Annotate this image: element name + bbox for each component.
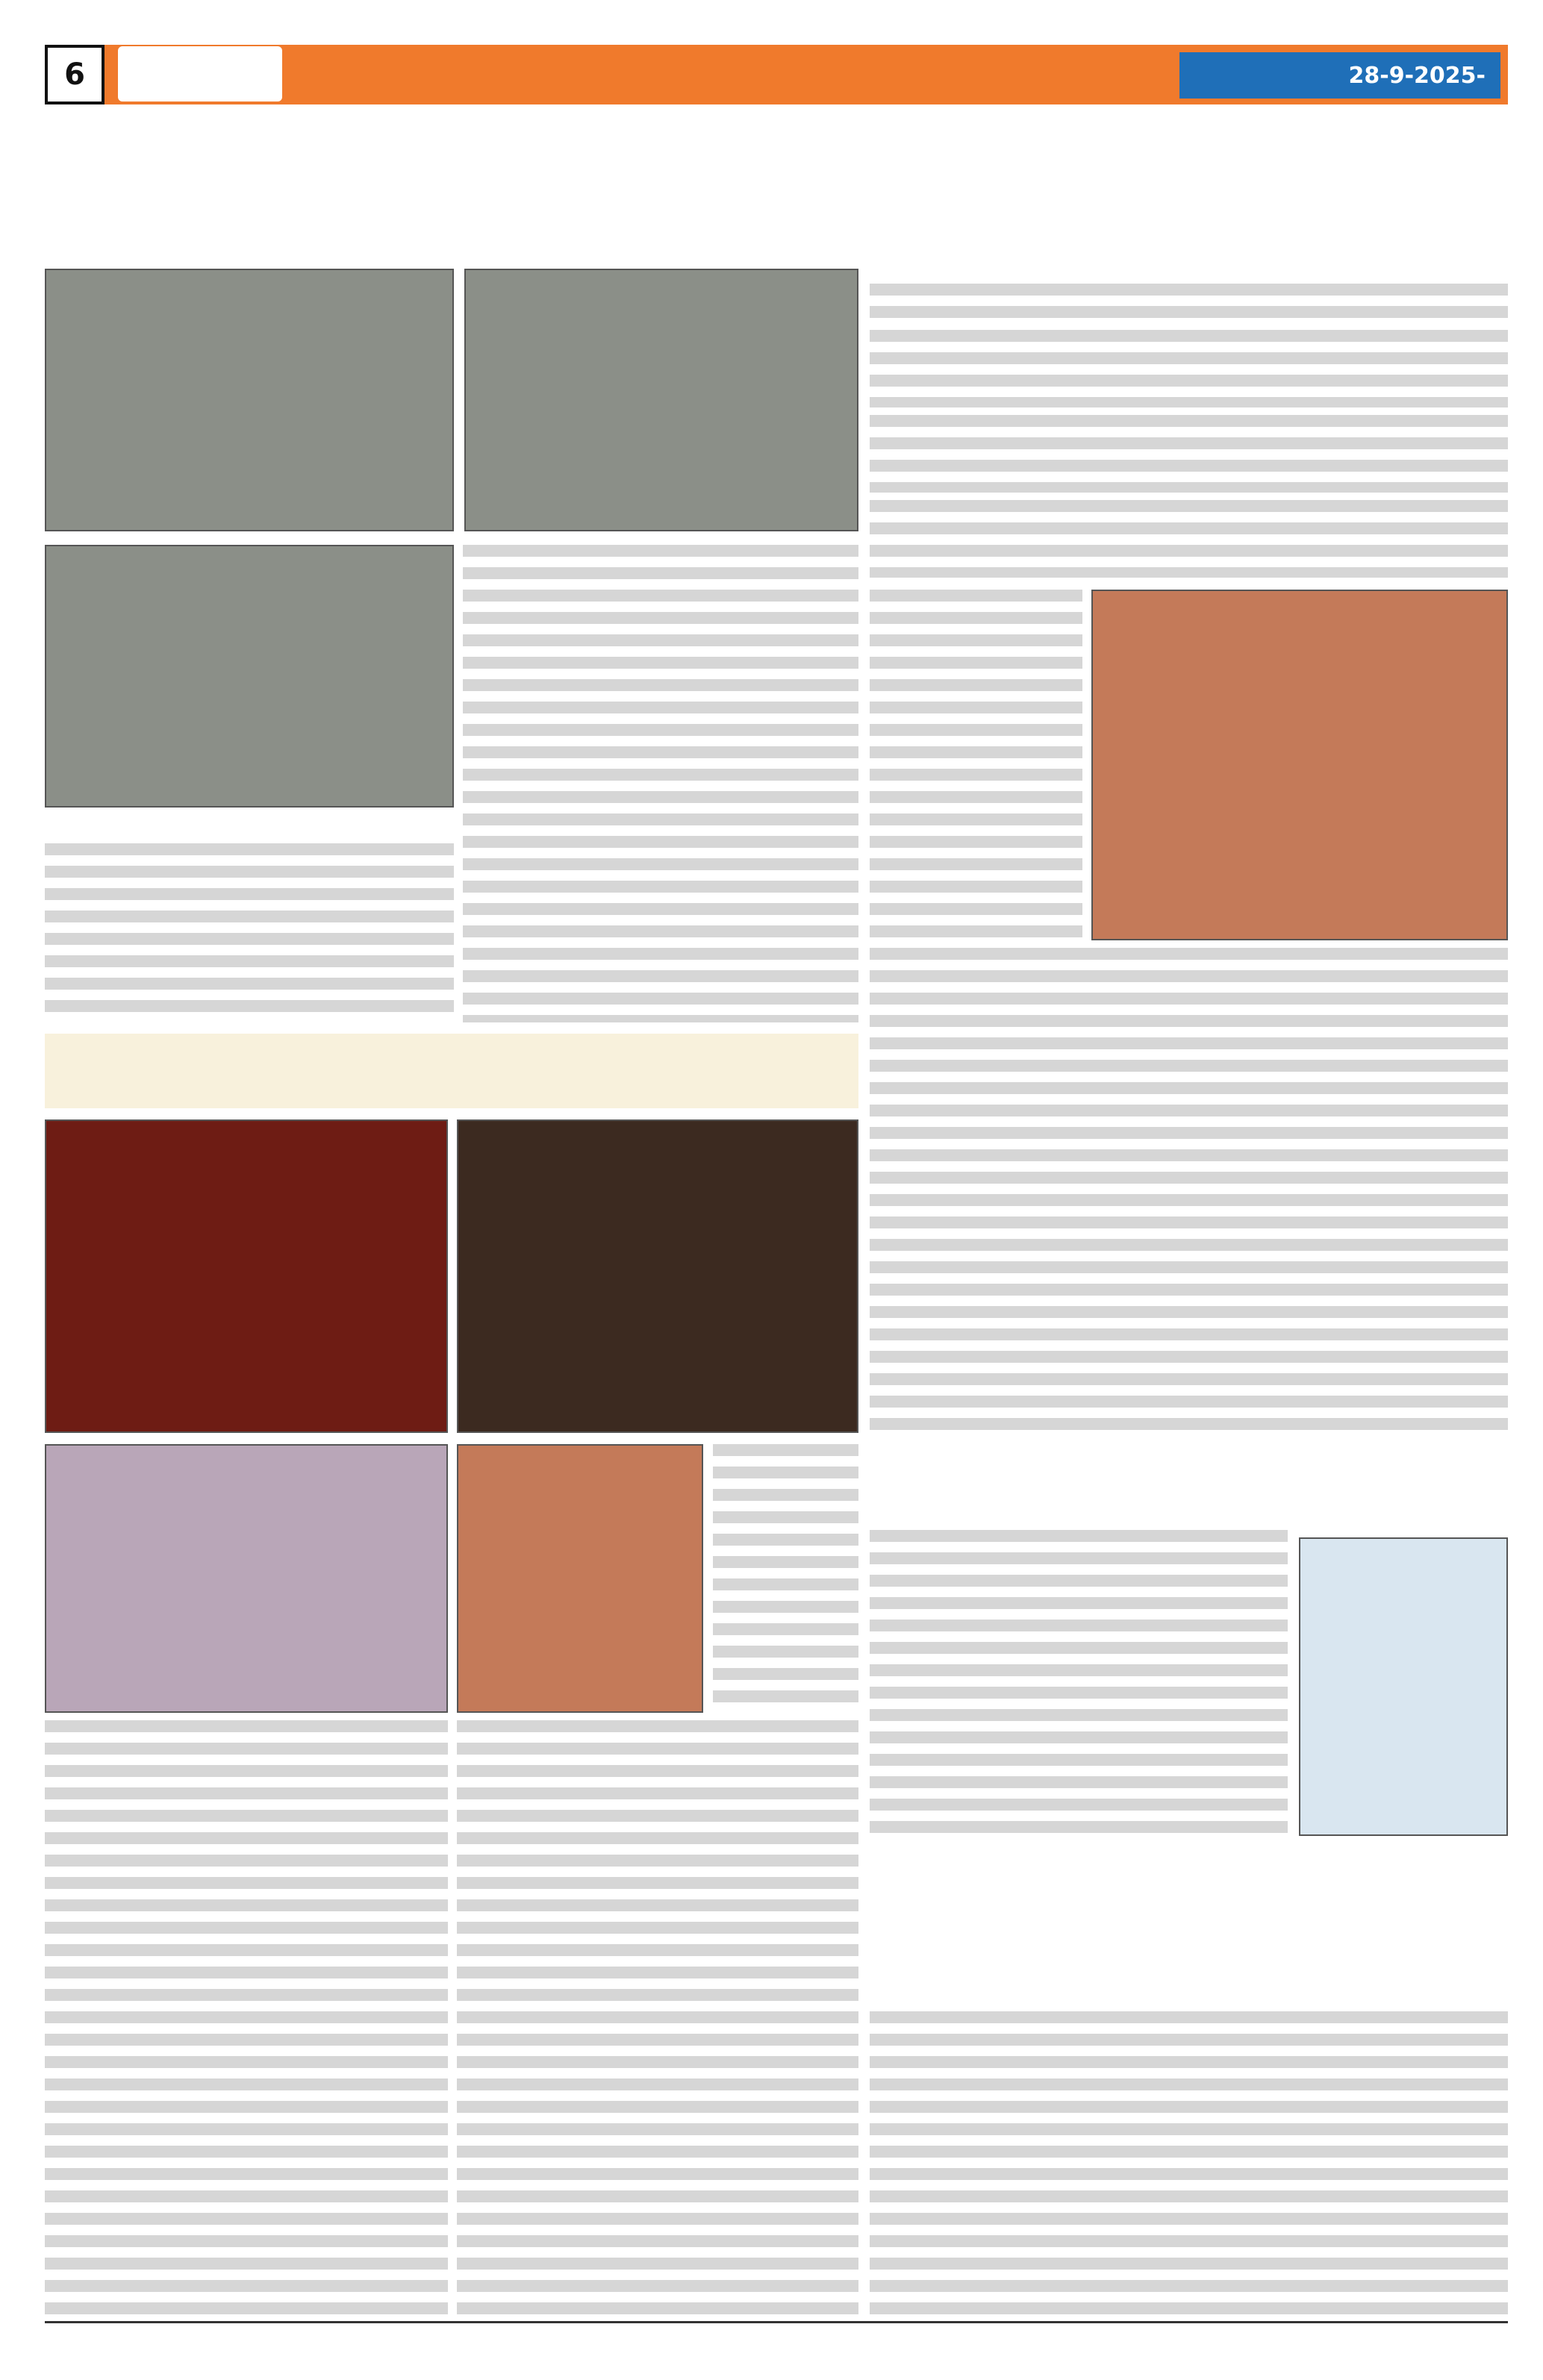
article4-headline bbox=[45, 1034, 858, 1108]
deity-photo bbox=[457, 1444, 703, 1713]
temple-photo-1 bbox=[45, 1119, 448, 1433]
ceremony-photo bbox=[1091, 590, 1508, 940]
article2-bullet-4 bbox=[870, 500, 1508, 578]
candidate-portrait bbox=[1299, 1537, 1508, 1836]
award-photo-3 bbox=[45, 545, 454, 808]
article2-bullet-2 bbox=[870, 330, 1508, 407]
article3-headline bbox=[870, 1455, 1508, 1522]
article4-body-left bbox=[45, 1720, 448, 2317]
dance-photo bbox=[45, 1444, 448, 1713]
award-photo-1 bbox=[45, 269, 454, 531]
article1-headline-line2 bbox=[45, 187, 858, 254]
article1-caption bbox=[45, 817, 454, 840]
article4-body-right-top bbox=[713, 1444, 858, 1713]
masthead-logo bbox=[118, 46, 282, 101]
article4-body-right bbox=[457, 1720, 858, 2317]
temple-photo-2 bbox=[457, 1119, 858, 1433]
article1-headline-line1 bbox=[45, 119, 858, 187]
article1-body-left bbox=[45, 843, 454, 1022]
article2-headline-line1 bbox=[870, 119, 1508, 190]
article2-bullet-3 bbox=[870, 415, 1508, 493]
article5-headline-line2 bbox=[870, 1929, 1508, 1996]
article3-body bbox=[870, 1530, 1288, 1843]
article2-headline-line2 bbox=[870, 194, 1508, 265]
page-number: 6 bbox=[45, 45, 105, 104]
article5-body bbox=[870, 2011, 1508, 2317]
article1-body-right bbox=[463, 545, 858, 1022]
issue-date: 28-9-2025- bbox=[1179, 52, 1500, 99]
bottom-rule bbox=[45, 2321, 1508, 2323]
article2-bullet-1 bbox=[870, 284, 1508, 322]
article2-body-left bbox=[870, 590, 1082, 940]
award-photo-2 bbox=[464, 269, 858, 531]
article2-body bbox=[870, 948, 1508, 1440]
article5-headline-line1 bbox=[870, 1858, 1508, 1925]
